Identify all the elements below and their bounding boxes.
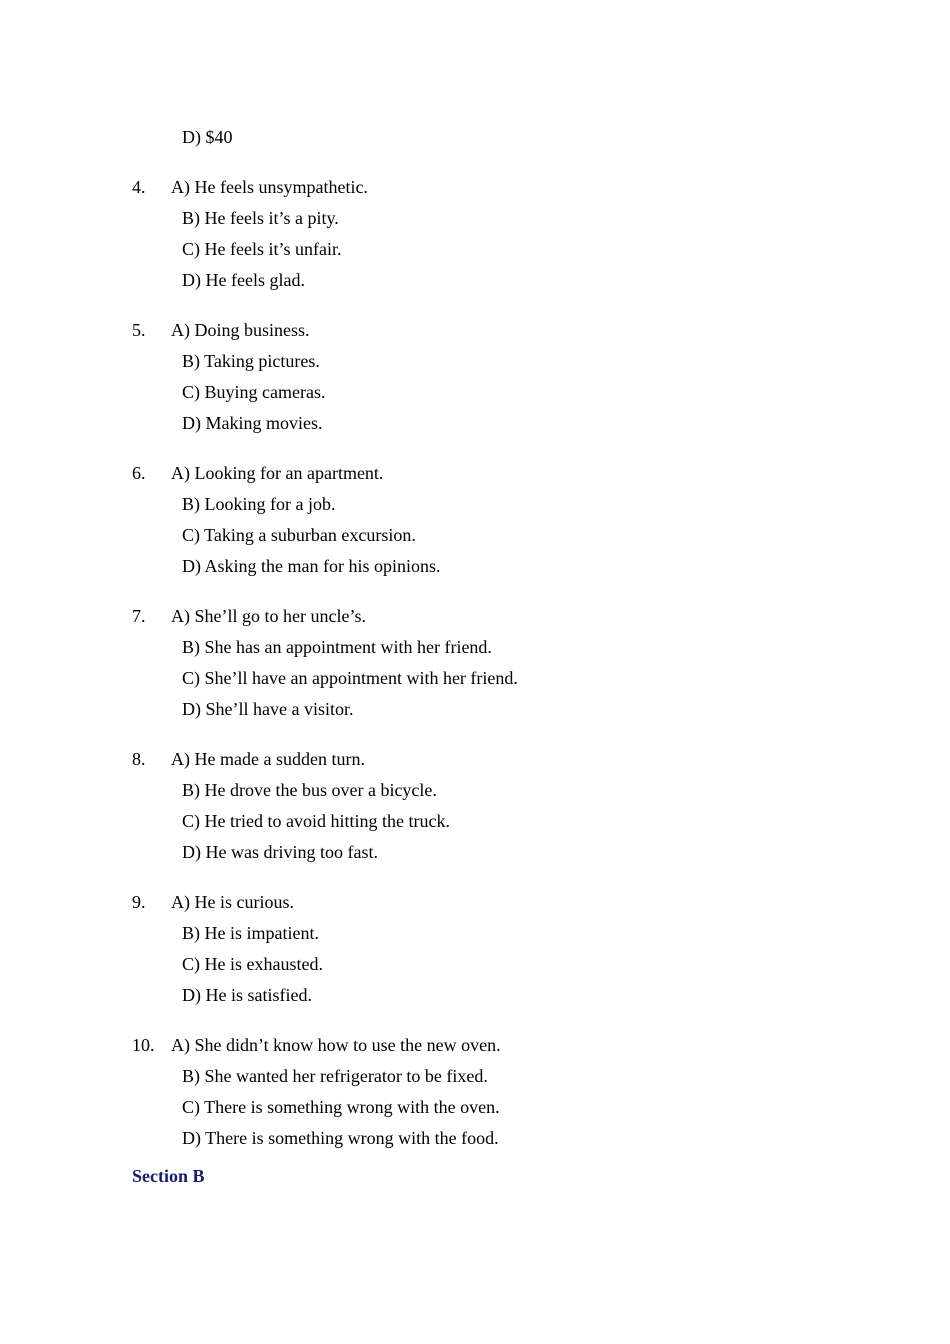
option-a: A) He made a sudden turn. xyxy=(171,749,365,769)
option-b: B) Looking for a job. xyxy=(182,494,336,514)
option-d: D) She’ll have a visitor. xyxy=(182,699,354,719)
option-a: A) She’ll go to her uncle’s. xyxy=(171,606,366,626)
option-d: D) Making movies. xyxy=(182,413,323,433)
question-number: 4. xyxy=(132,177,146,197)
option-c: C) Taking a suburban excursion. xyxy=(182,525,416,545)
option-b: B) He drove the bus over a bicycle. xyxy=(182,780,437,800)
question-number: 10. xyxy=(132,1035,155,1055)
option-c: C) He is exhausted. xyxy=(182,954,323,974)
option-b: B) He is impatient. xyxy=(182,923,319,943)
option-d: D) There is something wrong with the food. xyxy=(182,1128,499,1148)
option-b: B) Taking pictures. xyxy=(182,351,320,371)
question-number: 9. xyxy=(132,892,146,912)
option-d: D) He feels glad. xyxy=(182,270,305,290)
question-number: 7. xyxy=(132,606,146,626)
option-a: A) He is curious. xyxy=(171,892,294,912)
option-a: A) He feels unsympathetic. xyxy=(171,177,368,197)
question-number: 8. xyxy=(132,749,146,769)
option-b: B) She wanted her refrigerator to be fixed. xyxy=(182,1066,488,1086)
question-number: 5. xyxy=(132,320,146,340)
option-c: C) He tried to avoid hitting the truck. xyxy=(182,811,450,831)
q3-option-d: D) $40 xyxy=(182,127,233,147)
option-d: D) He is satisfied. xyxy=(182,985,312,1005)
option-a: A) She didn’t know how to use the new oven. xyxy=(171,1035,501,1055)
section-b-heading: Section B xyxy=(132,1166,205,1186)
option-d: D) Asking the man for his opinions. xyxy=(182,556,441,576)
option-c: C) Buying cameras. xyxy=(182,382,326,402)
option-c: C) There is something wrong with the oven. xyxy=(182,1097,500,1117)
option-c: C) She’ll have an appointment with her friend. xyxy=(182,668,518,688)
option-a: A) Looking for an apartment. xyxy=(171,463,384,483)
option-b: B) He feels it’s a pity. xyxy=(182,208,339,228)
option-b: B) She has an appointment with her friend. xyxy=(182,637,492,657)
option-c: C) He feels it’s unfair. xyxy=(182,239,342,259)
question-number: 6. xyxy=(132,463,146,483)
option-a: A) Doing business. xyxy=(171,320,310,340)
option-d: D) He was driving too fast. xyxy=(182,842,378,862)
